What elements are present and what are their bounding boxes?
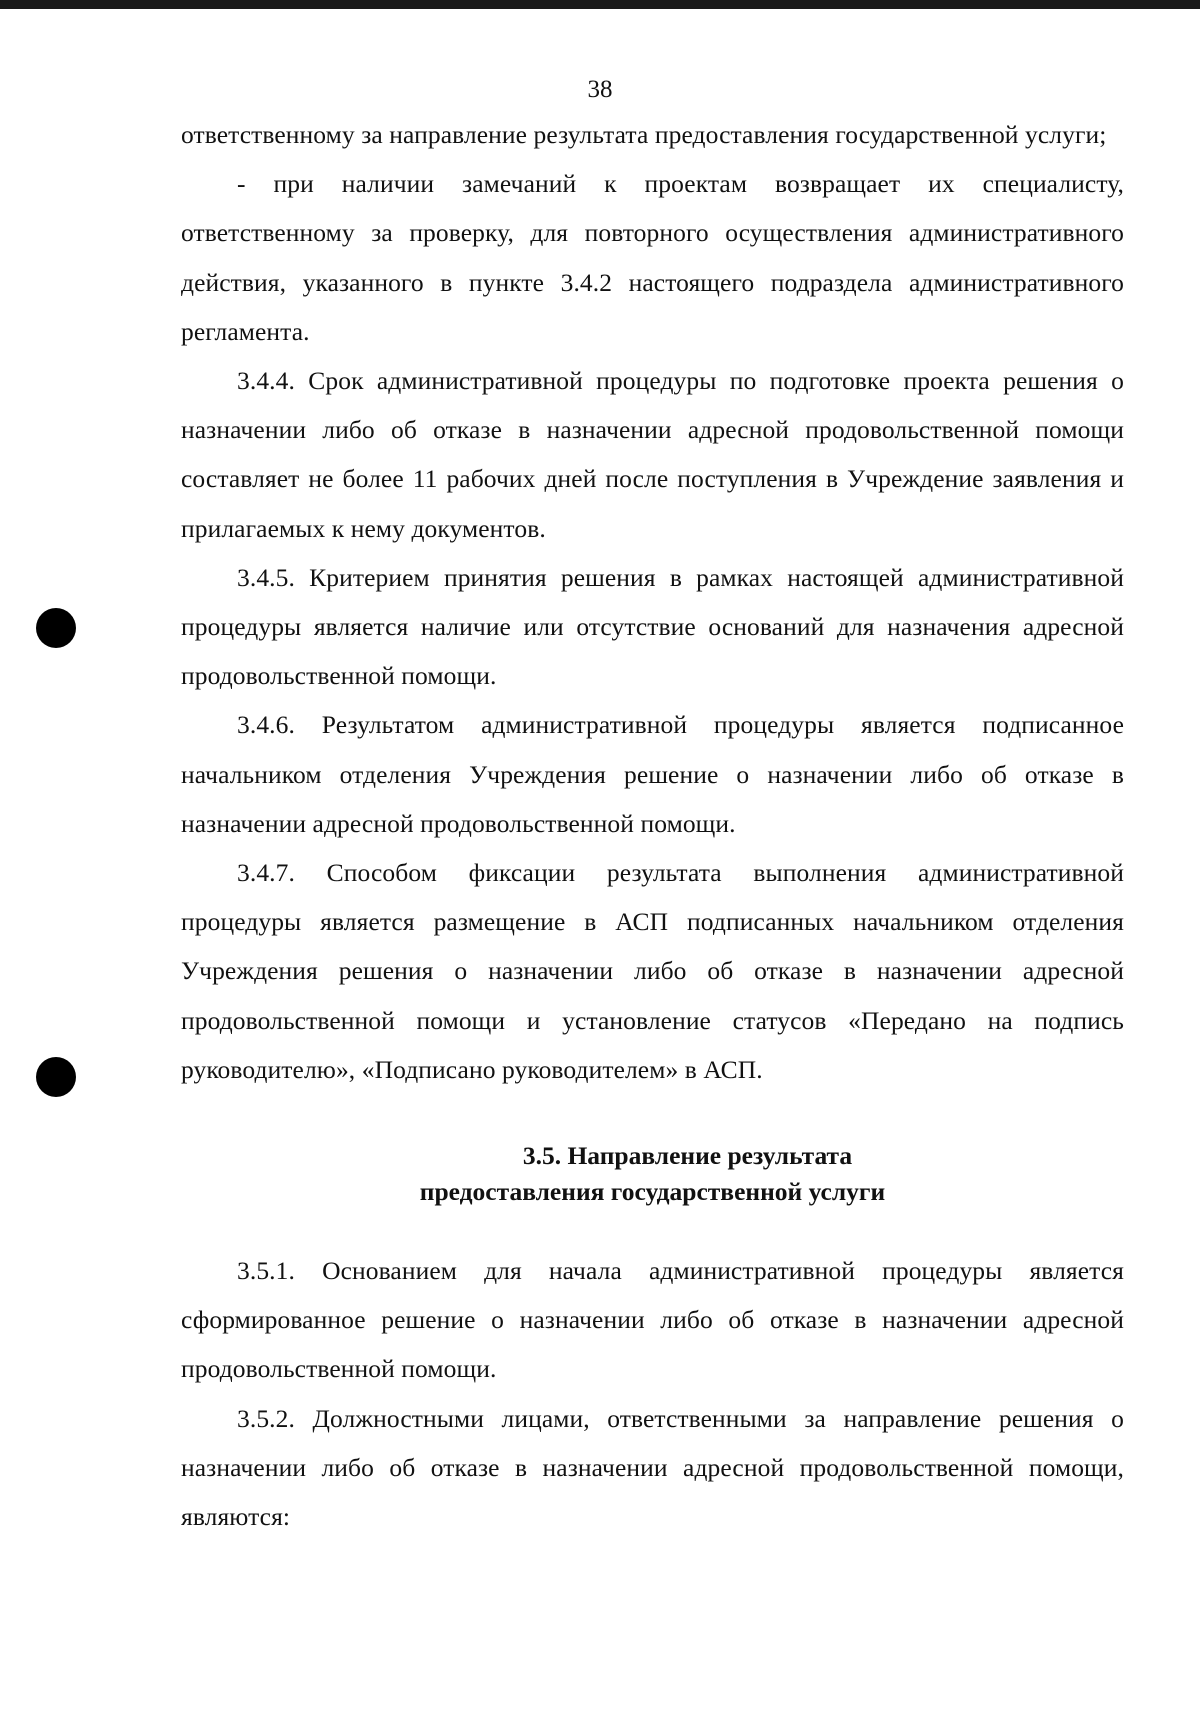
paragraph: 3.5.2. Должностными лицами, ответственными за направление решения о назначении либо об отказе в назначении адресной продовольственной помощи, являются:	[181, 1403, 1124, 1532]
paragraph: ответственному за направление результата предоставления государственной услуги;	[181, 120, 1107, 149]
paragraph: - при наличии замечаний к проектам возвращает их специалисту, ответственному за проверку, для повторного осуществления административного действия, указанного в пункте 3.4.2 настоящего подраздела административного регламента.	[181, 169, 1124, 346]
punch-hole-mark	[36, 608, 76, 648]
punch-hole-mark	[36, 1057, 76, 1097]
scan-top-edge	[0, 0, 1200, 9]
paragraph: 3.4.7. Способом фиксации результата выполнения административной процедуры является размещение в АСП подписанных начальником отделения Учреждения решения о назначении либо об отказе в назначении адресной продовольственной помощи и установление статусов «Передано на подпись руководителю», «Подписано руководителем» в АСП.	[181, 858, 1124, 1084]
section-heading	[181, 1138, 1124, 1210]
page-number: 38	[587, 76, 613, 103]
paragraph: 3.4.4. Срок административной процедуры по подготовке проекта решения о назначении либо об отказе в назначении адресной продовольственной помощи составляет не более 11 рабочих дней после поступления в Учреждение заявления и прилагаемых к нему документов.	[181, 366, 1124, 543]
paragraph: 3.4.6. Результатом административной процедуры является подписанное начальником отделения Учреждения решение о назначении либо об отказе в назначении адресной продовольственной помощи.	[181, 710, 1124, 838]
paragraph: 3.4.5. Критерием принятия решения в рамках настоящей административной процедуры является наличие или отсутствие оснований для назначения адресной продовольственной помощи.	[181, 562, 1124, 691]
section-heading-line: 3.5. Направление результата	[522, 1141, 853, 1171]
paragraph: 3.5.1. Основанием для начала административной процедуры является сформированное решение о назначении либо об отказе в назначении адресной продовольственной помощи.	[181, 1256, 1124, 1384]
document-body	[181, 110, 1124, 1541]
section-heading-line: предоставления государственной услуги	[419, 1177, 886, 1207]
